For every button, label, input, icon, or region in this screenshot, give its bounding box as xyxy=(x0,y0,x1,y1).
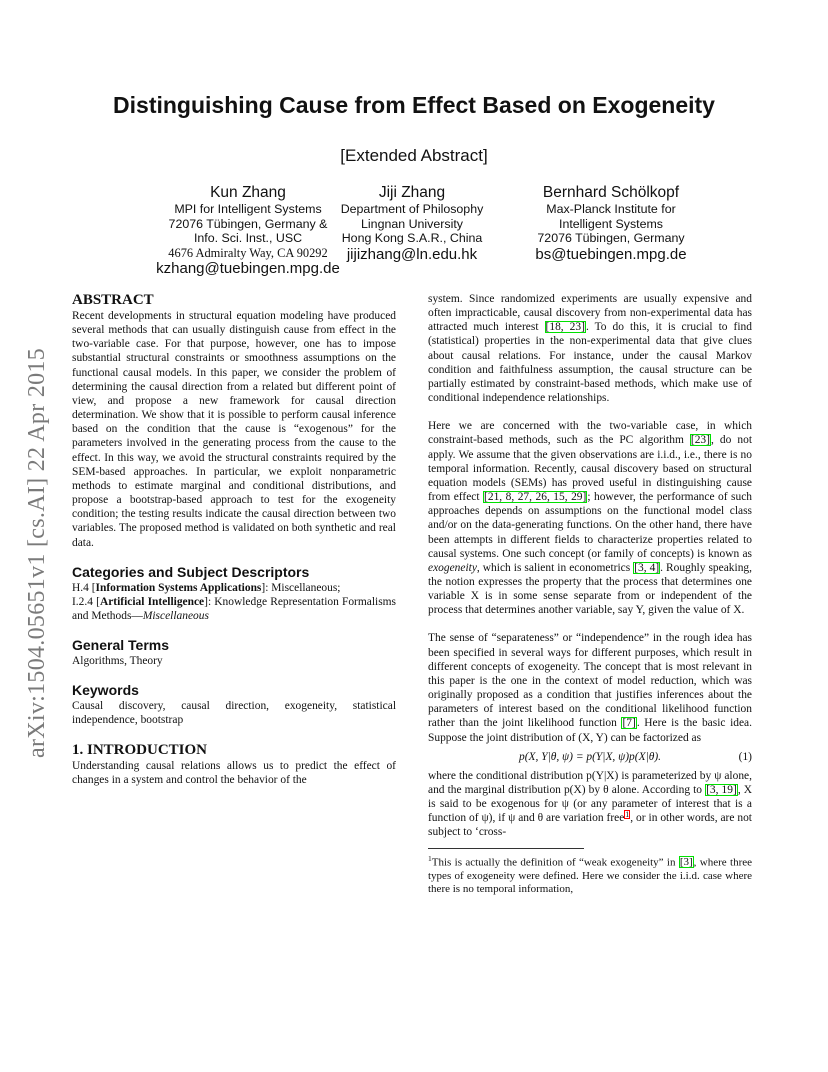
emphasis: exogeneity xyxy=(428,561,477,574)
introduction-heading: 1. INTRODUCTION xyxy=(72,741,208,758)
citation-link[interactable]: [3, 4] xyxy=(634,561,660,574)
text-span: , which is salient in econometrics xyxy=(476,561,634,574)
equation-number: (1) xyxy=(738,750,752,763)
author-affiliation: Hong Kong S.A.R., China xyxy=(341,231,483,246)
author-affiliation: Max-Planck Institute for xyxy=(546,202,676,216)
general-terms-text: Algorithms, Theory xyxy=(72,655,163,668)
citation-link[interactable]: [3] xyxy=(679,856,693,869)
category-code: H.4 [ xyxy=(72,581,96,594)
text-span: The sense of “separateness” or “independence” in the rough idea has been specified in several ways for different purposes, which result in different concepts of exogeneity. The concept that is most relevant in this paper is the one in the context of model reduction, which was originally proposed as a condition that justifies inferences about the parameters of interest based on the conditional likelihood function rather than the joint likelihood function xyxy=(428,632,752,730)
footnote-divider xyxy=(428,848,584,849)
right-column xyxy=(428,292,752,897)
author-address: 4676 Admiralty Way, CA 90292 xyxy=(168,245,328,260)
paragraph xyxy=(428,419,752,617)
paper-title: Distinguishing Cause from Effect Based on Exogeneity xyxy=(113,92,715,118)
arxiv-identifier: arXiv:1504.05651v1 [cs.AI] 22 Apr 2015 xyxy=(24,347,50,758)
citation-link[interactable]: [3, 19] xyxy=(706,784,737,796)
category-rest: ]: Knowledge Representation Formalisms and Methods— xyxy=(72,595,396,622)
text-span: , do not apply. We assume that the given observations are i.i.d., i.e., there is no temporal information. Recently, causal discovery based on structural equation models (SEMs) has proved useful in distinguishing cause from effect xyxy=(428,434,752,504)
citation-link[interactable]: [7] xyxy=(622,717,636,730)
category-name: Information Systems Applications xyxy=(95,581,262,594)
text-span: system. Since randomized experiments are usually expensive and often impracticable, causal discovery from non-experimental data has attracted much interest xyxy=(428,293,752,334)
citation-link[interactable]: [18, 23] xyxy=(545,321,585,334)
citation-link[interactable]: [23] xyxy=(690,434,710,447)
category-italic: Miscellaneous xyxy=(142,609,209,622)
text-span: , or in other words, are not subject to ‘cross- xyxy=(428,812,752,839)
author-affiliation: MPI for Intelligent Systems xyxy=(174,202,322,216)
text-span: . To do this, it is crucial to find (statistical) properties in the non-experimental data that give clues about causal relations. For instance, under the causal Markov condition and faithfulness assumption, the causal structure can be partially estimated by constraint-based methods, which make use of conditional independence relationships. xyxy=(428,321,752,405)
footnote-text xyxy=(428,852,752,897)
author-email: jijizhang@ln.edu.hk xyxy=(346,245,478,263)
author-email: kzhang@tuebingen.mpg.de xyxy=(156,260,340,278)
category-name: Artificial Intelligence xyxy=(99,595,205,608)
abstract-text: Recent developments in structural equation modeling have produced several methods that can usually distinguish cause from effect in the two-variable case. For that purpose, however, one has to impose substantial structural constraints or smoothness assumptions on the functional causal models. In this paper, we consider the problem of determining the causal direction from a related but different point of view, and propose a new framework for causal direction determination. We show that it is possible to perform causal inference based on the condition that the cause is “exogenous” for the parameters involved in the generating process from the cause to the effect. In this way, we avoid the structural constraints required by the SEM-based approaches. In particular, we exploit nonparametric methods to estimate marginal and conditional distributions, and propose a bootstrap-based approach to test for the exogeneity condition; the testing results indicate the causal direction between two variables. The proposed method is validated on both synthetic and real data. xyxy=(72,310,396,549)
abstract-heading: ABSTRACT xyxy=(72,292,154,308)
paragraph xyxy=(428,631,752,744)
author-name: Kun Zhang xyxy=(210,184,286,201)
author-affiliation: Intelligent Systems xyxy=(559,216,663,231)
category-code: I.2.4 [ xyxy=(72,595,100,608)
paper-subtitle: [Extended Abstract] xyxy=(340,146,488,165)
left-column xyxy=(72,292,396,787)
text-span: This is actually the definition of “weak exogeneity” in xyxy=(431,856,679,869)
equation xyxy=(428,750,752,764)
text-span: . Roughly speaking, the notion expresses the property that the process that determines one variable X is in some sense separate from or independent of the process that determines another variable, say Y, given the value of X. xyxy=(428,561,752,617)
introduction-text: Understanding causal relations allows us to predict the effect of changes in a system and control the behavior of the xyxy=(72,759,396,786)
equation-body: p(X, Y|θ, ψ) = p(Y|X, ψ)p(X|θ). xyxy=(518,750,662,763)
author-affiliation: Lingnan University xyxy=(361,216,463,231)
author-affiliation: Info. Sci. Inst., USC xyxy=(193,231,303,246)
author-block xyxy=(312,184,512,264)
footnote-link[interactable]: 1 xyxy=(625,809,630,819)
author-block xyxy=(510,184,712,264)
author-email: bs@tuebingen.mpg.de xyxy=(535,245,687,263)
text-span: . Here is the basic idea. Suppose the joint distribution of (X, Y) can be factorized as xyxy=(428,717,752,744)
categories-heading: Categories and Subject Descriptors xyxy=(72,563,310,580)
text-span: , X is said to be exogenous for ψ (or any parameter of interest that is a function of ψ), if ψ and θ are variation free xyxy=(428,784,753,825)
text-span: Here we are concerned with the two-variable case, in which constraint-based methods, such as the PC algorithm xyxy=(428,420,752,447)
author-affiliation: Department of Philosophy xyxy=(340,202,484,216)
keywords-text: Causal discovery, causal direction, exogeneity, statistical independence, bootstrap xyxy=(72,700,396,727)
categories-text xyxy=(72,581,396,623)
author-affiliation: 72076 Tübingen, Germany xyxy=(537,231,685,246)
paragraph xyxy=(428,769,752,840)
text-span: ; however, the performance of such approaches depends on assumptions on the functional model class and/or on the data-generating functions. On the other hand, there have been attempts in different fields to characterize properties related to causal systems. One such concept (or family of concepts) is known as xyxy=(428,491,752,560)
author-name: Bernhard Schölkopf xyxy=(542,184,680,201)
citation-link[interactable]: [21, 8, 27, 26, 15, 29] xyxy=(484,491,587,504)
text-span: , where three types of exogeneity were defined. Here we consider the i.i.d. case where there is no temporal information, xyxy=(428,856,752,896)
footnote-block xyxy=(428,848,752,897)
footnote-mark: 1 xyxy=(428,853,432,863)
text-span: where the conditional distribution p(Y|X) is parameterized by ψ alone, and the marginal distribution p(X) by θ alone. According to xyxy=(428,769,752,796)
keywords-heading: Keywords xyxy=(72,682,139,699)
general-terms-heading: General Terms xyxy=(72,637,170,654)
author-affiliation: 72076 Tübingen, Germany & xyxy=(168,216,328,231)
category-rest: ]: Miscellaneous; xyxy=(261,581,341,594)
paragraph xyxy=(428,292,752,405)
author-name: Jiji Zhang xyxy=(378,184,446,201)
